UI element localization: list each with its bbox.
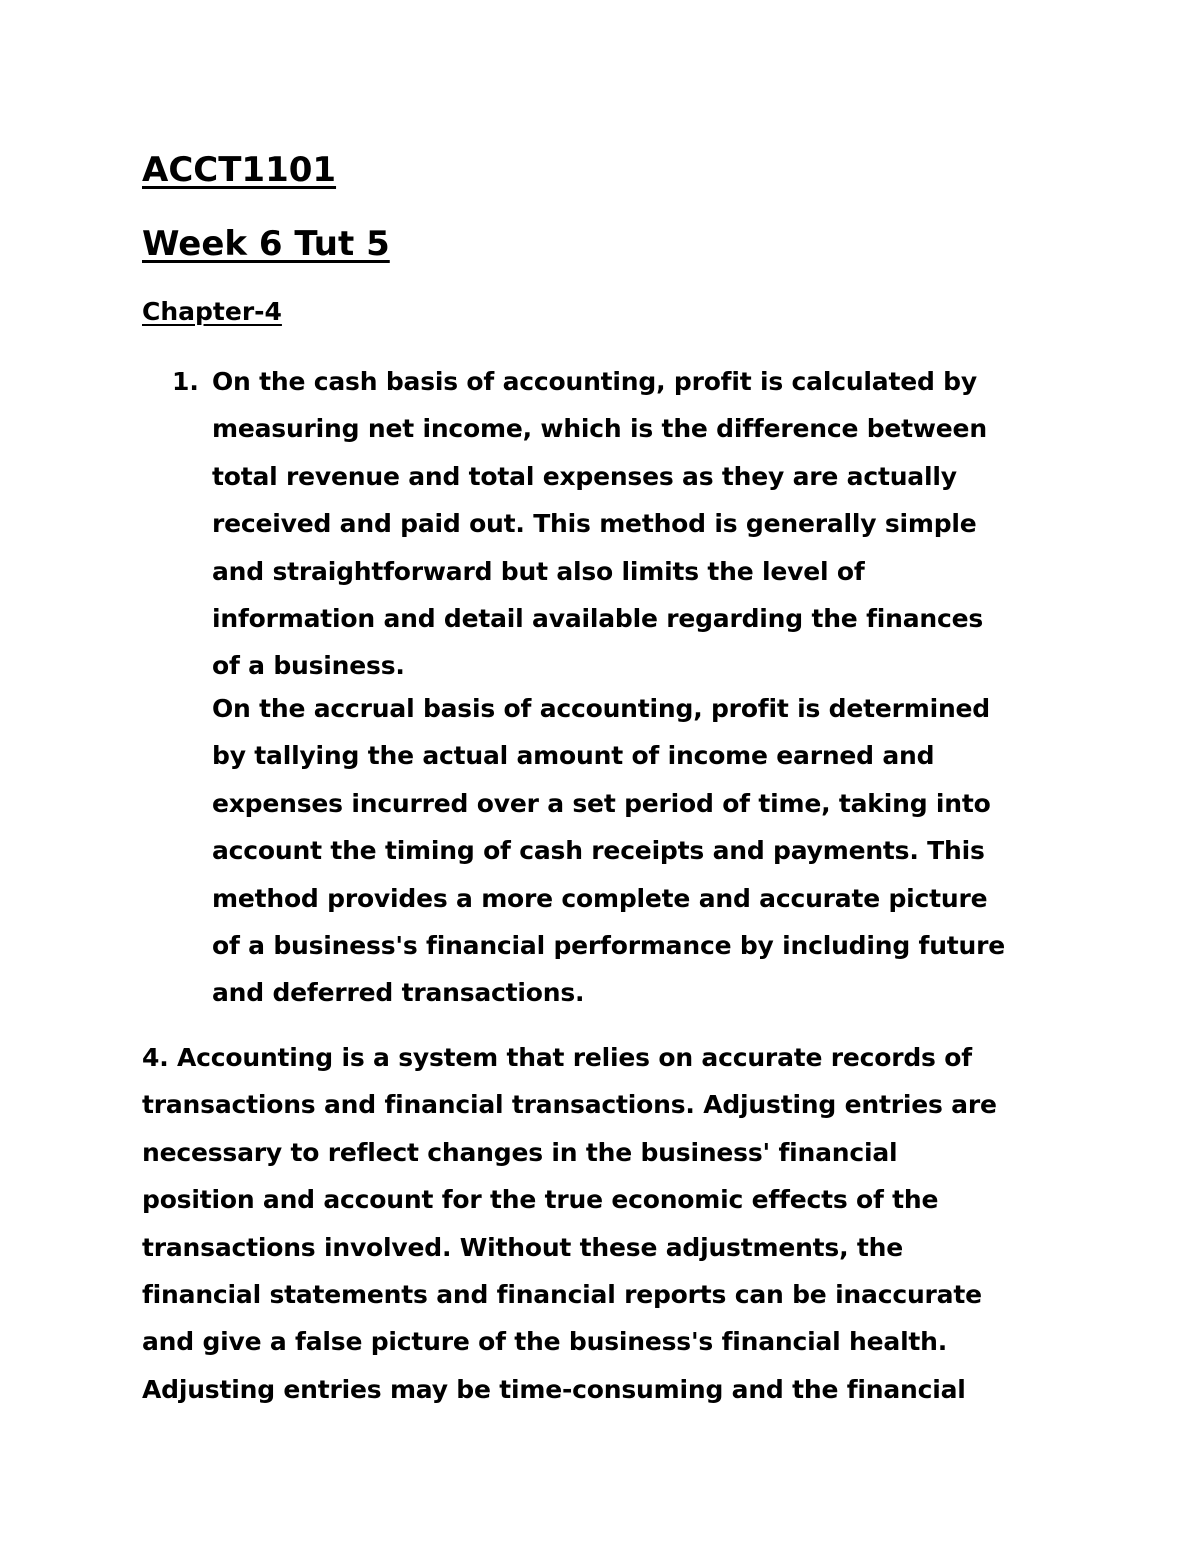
week-title-heading: Week 6 Tut 5 — [142, 224, 390, 264]
question-1-accrual-paragraph — [212, 685, 1082, 1017]
text-line: received and paid out. This method is generally simple — [212, 509, 977, 539]
text-line: On the accrual basis of accounting, profit is determined — [212, 694, 990, 723]
text-line: expenses incurred over a set period of time, taking into — [212, 788, 991, 818]
text-line: of a business's financial performance by including future — [212, 931, 1006, 961]
text-line: transactions involved. Without these adjustments, the — [142, 1232, 904, 1262]
text-line: and deferred transactions. — [212, 978, 585, 1008]
text-line: total revenue and total expenses as they are actually — [212, 461, 957, 491]
question-1-cash-paragraph — [212, 358, 1082, 690]
text-line: and give a false picture of the business's financial health. — [142, 1327, 948, 1357]
question-1-number: 1. — [172, 367, 199, 396]
text-line: of a business. — [212, 651, 405, 681]
question-4-paragraph — [142, 1034, 1072, 1413]
text-line: account the timing of cash receipts and payments. This — [212, 836, 985, 866]
text-line: 4. Accounting is a system that relies on accurate records of — [142, 1043, 972, 1072]
chapter-heading: Chapter-4 — [142, 297, 282, 326]
text-line: financial statements and financial reports can be inaccurate — [142, 1280, 982, 1310]
text-line: and straightforward but also limits the level of — [212, 556, 865, 586]
text-line: On the cash basis of accounting, profit is calculated by — [212, 367, 977, 396]
text-line: transactions and financial transactions. Adjusting entries are — [142, 1090, 997, 1120]
text-line: Adjusting entries may be time-consuming and the financial — [142, 1374, 966, 1404]
text-line: necessary to reflect changes in the business' financial — [142, 1137, 898, 1167]
course-code-heading: ACCT1101 — [142, 150, 337, 190]
text-line: by tallying the actual amount of income earned and — [212, 741, 935, 771]
text-line: measuring net income, which is the difference between — [212, 414, 987, 444]
text-line: method provides a more complete and accurate picture — [212, 883, 988, 913]
text-line: information and detail available regarding the finances — [212, 604, 984, 634]
text-line: position and account for the true economic effects of the — [142, 1185, 939, 1215]
